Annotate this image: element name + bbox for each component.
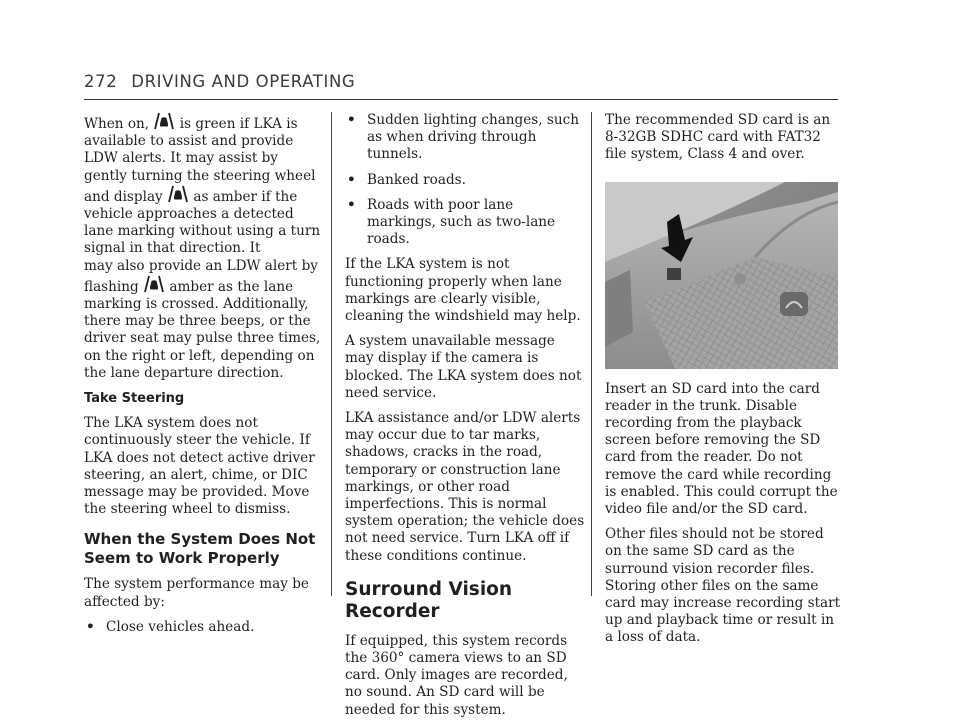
recorder-intro-paragraph: If equipped, this system records the 360° camera views to an SD card. Only images are recorded, no sound. An SD card will be needed for this system. bbox=[345, 632, 568, 718]
list-item: • Close vehicles ahead. bbox=[86, 618, 255, 635]
list-item: • Sudden lighting changes, such as when driving through tunnels. bbox=[347, 112, 580, 163]
bullet: • bbox=[86, 618, 95, 635]
column-divider-1 bbox=[331, 112, 332, 596]
lka-status-paragraph: When on, is green if LKA is available to assist and provide LDW alerts. It may assist by gently turning the steering wheel and display as amber if the vehicle approaches a detected lane marking without using a turn signal in that direction. It may also provide an LDW alert by flashing amber as the lane marking is crossed. Additionally, there may be three beeps, or the driver seat may pulse three times, on the right or left, depending on the lane departure direction. bbox=[84, 112, 322, 382]
column-1 bbox=[84, 112, 322, 644]
camera-blocked-paragraph: A system unavailable message may display if the camera is blocked. The LKA system does not need service. bbox=[345, 333, 582, 401]
lka-car-lane-icon bbox=[167, 185, 189, 203]
section-title: DRIVING AND OPERATING bbox=[131, 72, 356, 91]
lka-car-lane-icon bbox=[153, 112, 175, 130]
take-steering-paragraph: The LKA system does not continuously steer the vehicle. If LKA does not detect active driver steering, an alert, chime, or DIC message may be provided. Move the steering wheel to dismiss. bbox=[84, 415, 315, 518]
list-item: • Roads with poor lane markings, such as two-lane roads. bbox=[347, 196, 556, 248]
bullet: • bbox=[347, 112, 356, 128]
trunk-sd-card-reader-photo bbox=[605, 182, 838, 369]
insert-sd-card-paragraph: Insert an SD card into the card reader in the trunk. Disable recording from the playback screen before removing the SD card from the reader. Do not remove the card while recording is enabled. This could corrupt the video file and/or the SD card. bbox=[605, 380, 838, 518]
column-3 bbox=[605, 112, 843, 655]
performance-intro: The system performance may be affected by: bbox=[84, 576, 309, 610]
header-rule bbox=[84, 99, 838, 100]
heading-system-not-working: When the System Does Not Seem to Work Properly bbox=[84, 530, 316, 568]
false-alerts-paragraph: LKA assistance and/or LDW alerts may occur due to tar marks, shadows, cracks in the road, temporary or construction lane markings, or other road imperfections. This is normal system operation; the vehicle does not need service. Turn LKA off if these conditions continue. bbox=[345, 410, 585, 564]
page-number: 272 bbox=[84, 72, 118, 91]
running-header bbox=[84, 72, 355, 91]
bullet: • bbox=[347, 196, 356, 213]
windshield-paragraph: If the LKA system is not functioning properly when lane markings are clearly visible, cleaning the windshield may help. bbox=[345, 256, 581, 325]
sd-card-spec-paragraph: The recommended SD card is an 8-32GB SDHC card with FAT32 file system, Class 4 and over. bbox=[605, 112, 831, 163]
bullet: • bbox=[347, 171, 356, 188]
list-item: • Banked roads. bbox=[347, 171, 466, 188]
heading-surround-vision-recorder: Surround Vision Recorder bbox=[345, 578, 513, 622]
column-divider-2 bbox=[591, 112, 592, 596]
heading-take-steering: Take Steering bbox=[84, 391, 185, 407]
other-files-paragraph: Other files should not be stored on the same SD card as the surround vision recorder files. Storing other files on the same card may increase recording start up and playback time or result in a loss of data. bbox=[605, 526, 841, 646]
column-2 bbox=[345, 112, 585, 727]
lka-car-lane-icon bbox=[143, 275, 165, 293]
